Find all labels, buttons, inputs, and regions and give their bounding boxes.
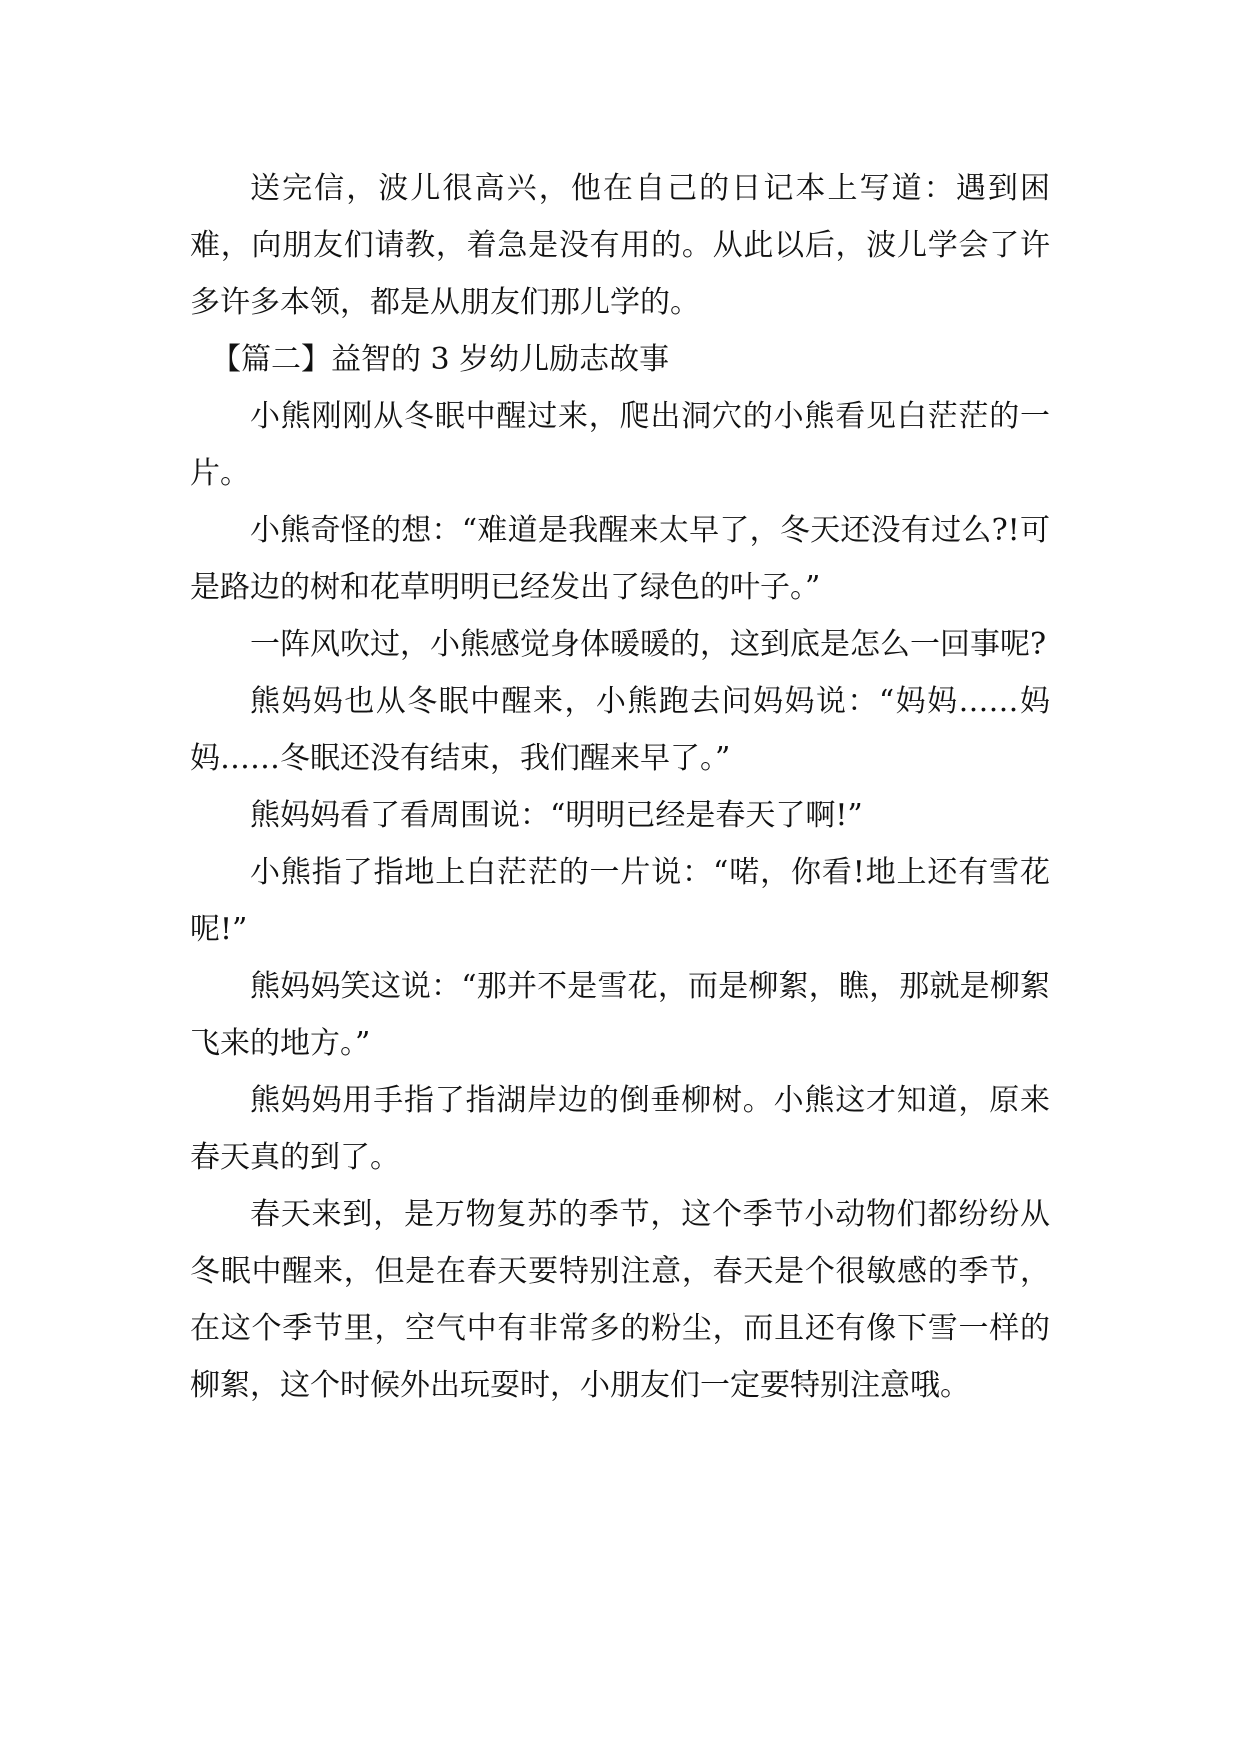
paragraph: 小熊奇怪的想：“难道是我醒来太早了，冬天还没有过么?!可是路边的树和花草明明已经发出了绿色的叶子。” [190, 513, 1050, 605]
paragraph: 熊妈妈笑这说：“那并不是雪花，而是柳絮，瞧，那就是柳絮飞来的地方。” [190, 969, 1050, 1061]
paragraph: 小熊刚刚从冬眠中醒过来，爬出洞穴的小熊看见白茫茫的一片。 [190, 399, 1050, 491]
paragraph: 一阵风吹过，小熊感觉身体暖暖的，这到底是怎么一回事呢? [250, 627, 1047, 662]
paragraph: 熊妈妈用手指了指湖岸边的倒垂柳树。小熊这才知道，原来春天真的到了。 [190, 1083, 1050, 1175]
paragraph: 熊妈妈也从冬眠中醒来，小熊跑去问妈妈说：“妈妈……妈妈……冬眠还没有结束，我们醒来早了。” [190, 684, 1050, 776]
document-body [190, 160, 1050, 1414]
paragraph: 送完信，波儿很高兴，他在自己的日记本上写道：遇到困难，向朋友们请教，着急是没有用的。从此以后，波儿学会了许多许多本领，都是从朋友们那儿学的。 [190, 171, 1050, 320]
paragraph: 春天来到，是万物复苏的季节，这个季节小动物们都纷纷从冬眠中醒来，但是在春天要特别注意，春天是个很敏感的季节，在这个季节里，空气中有非常多的粉尘，而且还有像下雪一样的柳絮，这个时候外出玩耍时，小朋友们一定要特别注意哦。 [190, 1197, 1050, 1403]
paragraph: 小熊指了指地上白茫茫的一片说：“喏，你看!地上还有雪花呢!” [190, 855, 1050, 947]
paragraph: 熊妈妈看了看周围说：“明明已经是春天了啊!” [250, 798, 863, 833]
section-heading: 【篇二】益智的 3 岁幼儿励志故事 [211, 342, 670, 377]
